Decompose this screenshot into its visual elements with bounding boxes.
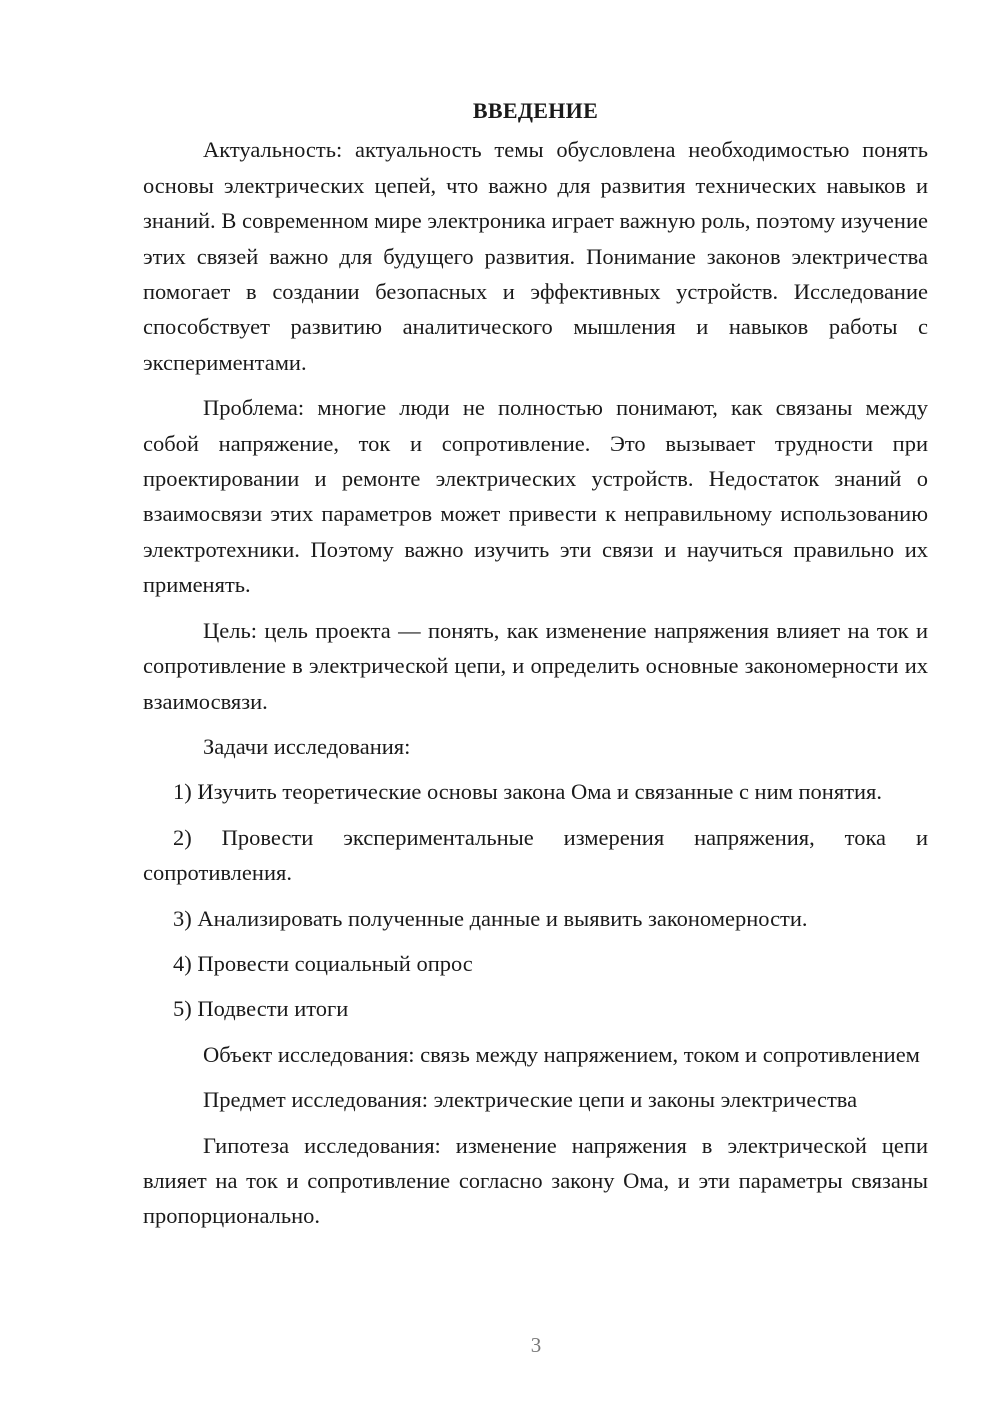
task-item-2: 2) Провести экспериментальные измерения напряжения, тока и сопротивления. [143,824,928,886]
goal-paragraph: Цель: цель проекта — понять, как изменение напряжения влияет на ток и сопротивление в электрической цепи, и определить основные закономерности их взаимосвязи. [143,617,928,714]
task-item-1: 1) Изучить теоретические основы закона Ома и связанные с ним понятия. [173,779,883,805]
tasks-heading: Задачи исследования: [203,733,411,759]
relevance-paragraph: Актуальность: актуальность темы обусловлена необходимостью понять основы электрических цепей, что важно для развития технических навыков и знаний. В современном мире электроника играет важную роль, поэтому изучение этих связей важно для будущего развития. Понимание законов электричества помогает в создании безопасных и эффективных устройств. Исследование способствует развитию аналитического мышления и навыков работы с экспериментами. [143,137,928,375]
task-item-4: 4) Провести социальный опрос [173,950,473,976]
object-paragraph: Объект исследования: связь между напряжением, током и сопротивлением [203,1041,920,1067]
problem-paragraph: Проблема: многие люди не полностью понимают, как связаны между собой напряжение, ток и сопротивление. Это вызывает трудности при проектировании и ремонте электрических устройств. Недостаток знаний о взаимосвязи этих параметров может привести к неправильному использованию электротехники. Поэтому важно изучить эти связи и научиться правильно их применять. [143,395,928,598]
task-item-3: 3) Анализировать полученные данные и выявить закономерности. [173,905,808,931]
document-body [143,93,928,1234]
task-item-5: 5) Подвести итоги [173,996,349,1022]
subject-paragraph: Предмет исследования: электрические цепи и законы электричества [203,1087,858,1113]
page-number: 3 [530,1333,542,1357]
hypothesis-paragraph: Гипотеза исследования: изменение напряжения в электрической цепи влияет на ток и сопротивление согласно закону Ома, и эти параметры связаны пропорционально. [143,1132,928,1229]
page-title: ВВЕДЕНИЕ [472,98,599,123]
